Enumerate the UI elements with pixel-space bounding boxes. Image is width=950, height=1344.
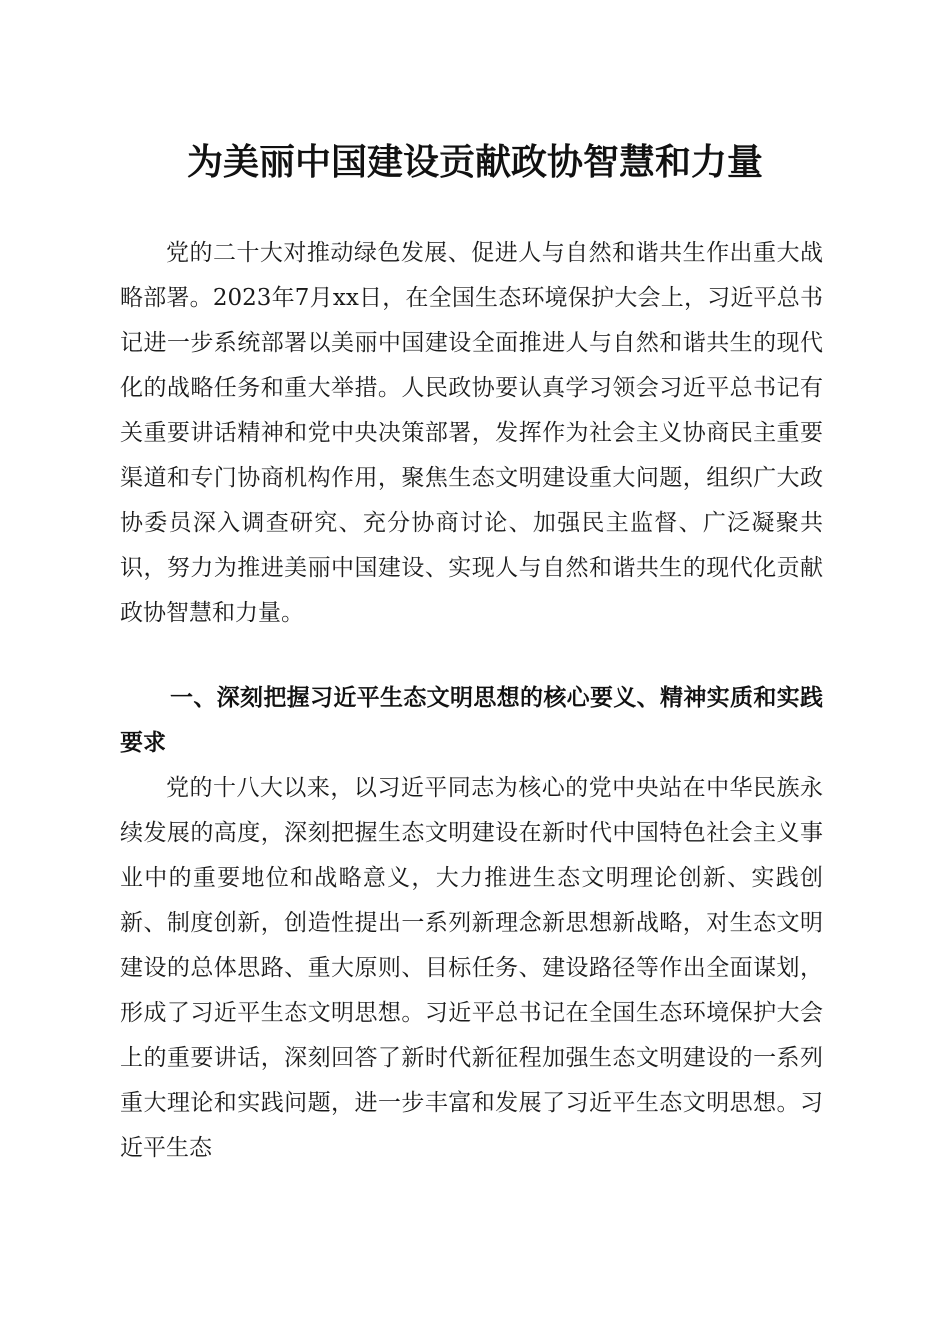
section-heading: 一、深刻把握习近平生态文明思想的核心要义、精神实质和实践要求 [120, 685, 823, 756]
section-paragraph: 党的十八大以来，以习近平同志为核心的党中央站在中华民族永续发展的高度，深刻把握生态文明建设在新时代中国特色社会主义事业中的重要地位和战略意义，大力推进生态文明理论创新、实践创新、制度创新，创造性提出一系列新理念新思想新战略，对生态文明建设的总体思路、重大原则、目标任务、建设路径等作出全面谋划，形成了习近平生态文明思想。习近平总书记在全国生态环境保护大会上的重要讲话，深刻回答了新时代新征程加强生态文明建设的一系列重大理论和实践问题，进一步丰富和发展了习近平生态文明思想。习近平生态 [120, 775, 823, 1161]
intro-paragraph: 党的二十大对推动绿色发展、促进人与自然和谐共生作出重大战略部署。2023年7月xx日，在全国生态环境保护大会上，习近平总书记进一步系统部署以美丽中国建设全面推进人与自然和谐共生的现代化的战略任务和重大举措。人民政协要认真学习领会习近平总书记有关重要讲话精神和党中央决策部署，发挥作为社会主义协商民主重要渠道和专门协商机构作用，聚焦生态文明建设重大问题，组织广大政协委员深入调查研究、充分协商讨论、加强民主监督、广泛凝聚共识，努力为推进美丽中国建设、实现人与自然和谐共生的现代化贡献政协智慧和力量。 [120, 240, 823, 626]
document-title: 为美丽中国建设贡献政协智慧和力量 [186, 141, 763, 183]
